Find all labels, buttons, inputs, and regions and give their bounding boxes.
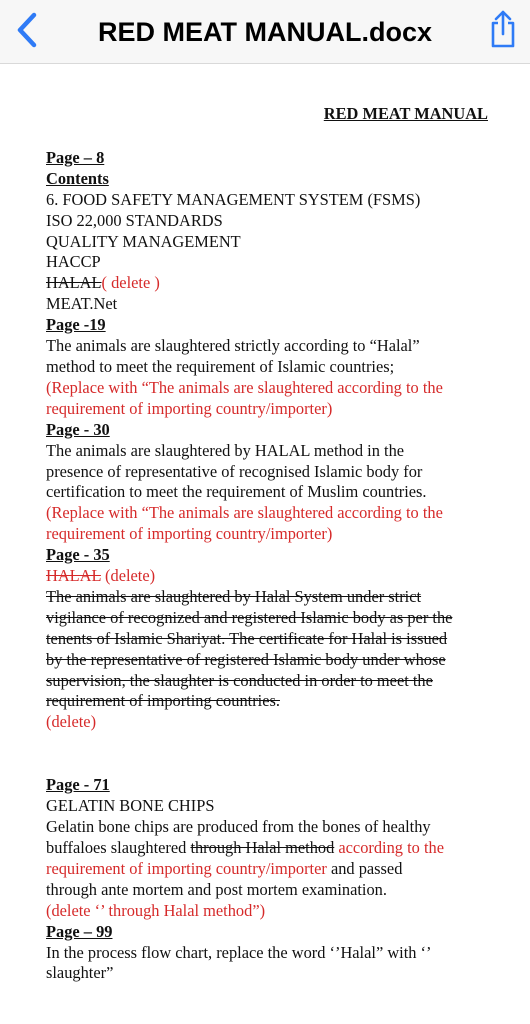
struck-text: HALAL [46,273,102,293]
text-line: The animals are slaughtered strictly according to “Halal” [46,336,420,356]
replacement-note: requirement of importing country/importer) [46,398,333,418]
text-run: and passed [326,858,403,878]
struck-line: supervision, the slaughter is conducted in order to meet the [46,670,433,690]
mixed-line [46,838,496,859]
text-line: through ante mortem and post mortem examination. [46,879,387,899]
page-label: Page - 71 [46,775,110,795]
mixed-line [46,859,496,880]
page-label: Page – 8 [46,147,105,167]
delete-note: (delete) [46,712,97,732]
text-line: method to meet the requirement of Islamic countries; [46,356,395,376]
share-icon [488,9,518,54]
text-line: certification to meet the requirement of Muslim countries. [46,482,427,502]
navigation-bar [0,0,530,64]
delete-note: ( delete ) [101,273,160,293]
section-page-99 [46,922,496,985]
manual-heading: RED MEAT MANUAL [323,104,488,123]
page-label: Page -19 [46,315,106,335]
replacement-note: (Replace with “The animals are slaughtered according to the [46,503,443,523]
inserted-text: requirement of importing country/importer [46,858,327,878]
text-line: 6. FOOD SAFETY MANAGEMENT SYSTEM (FSMS) [46,189,421,209]
page-label: Page - 35 [46,545,110,565]
section-page-71 [46,775,496,921]
struck-line: The animals are slaughtered by Halal System under strict [46,586,422,606]
document-body [46,104,496,984]
section-page-19 [46,315,496,420]
spacer [46,733,496,775]
text-line: The animals are slaughtered by HALAL method in the [46,440,405,460]
text-line: MEAT.Net [46,294,118,314]
text-line: ISO 22,000 STANDARDS [46,210,223,230]
text-line: GELATIN BONE CHIPS [46,796,215,816]
page-label: Page – 99 [46,921,113,941]
section-page-35 [46,545,496,733]
section-page-30 [46,420,496,545]
text-line: HACCP [46,252,101,272]
contents-label: Contents [46,168,109,188]
struck-line: vigilance of recognized and registered Islamic body as per the [46,607,453,627]
inserted-text: according to the [334,838,444,857]
replacement-note: (Replace with “The animals are slaughtered according to the [46,377,443,397]
share-button[interactable] [486,10,520,52]
struck-text: HALAL [46,566,101,586]
text-line: presence of representative of recognised Islamic body for [46,461,423,481]
section-page-8 [46,148,496,315]
struck-line: by the representative of registered Islamic body under whose [46,649,446,669]
text-line: QUALITY MANAGEMENT [46,231,241,251]
chevron-left-icon [16,12,38,53]
halal-line [46,273,496,294]
document-title: RED MEAT MANUAL.docx [98,17,432,47]
back-button[interactable] [12,12,42,52]
text-line: slaughter” [46,963,114,983]
struck-line: tenents of Islamic Shariyat. The certificate for Halal is issued [46,628,448,648]
struck-text: through Halal method [190,838,335,857]
delete-note: (delete) [100,566,156,586]
text-line: In the process flow chart, replace the word ‘’Halal” with ‘’ [46,942,432,962]
page-label: Page - 30 [46,419,110,439]
text-line: Gelatin bone chips are produced from the bones of healthy [46,817,431,837]
text-run: buffaloes slaughtered [46,838,191,857]
halal-line [46,566,496,587]
struck-line: requirement of importing countries. [46,691,280,711]
delete-note: (delete ‘’ through Halal method”) [46,900,266,920]
replacement-note: requirement of importing country/importer) [46,524,333,544]
